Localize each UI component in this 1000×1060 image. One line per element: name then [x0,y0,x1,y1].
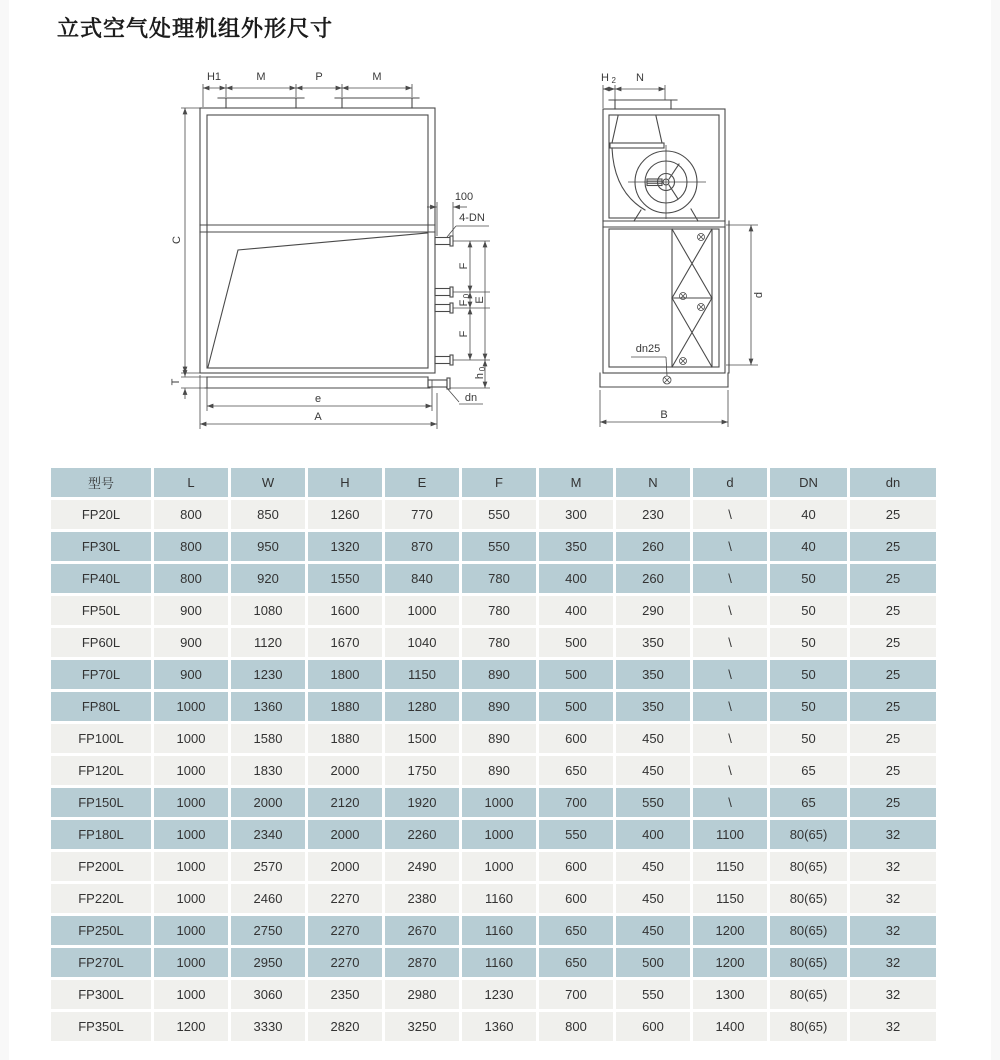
table-cell: \ [693,756,767,785]
table-cell: 1580 [231,724,305,753]
table-cell: 2260 [385,820,459,849]
table-cell: 1300 [693,980,767,1009]
side-bottom-dimensions [600,390,728,427]
table-cell: 2820 [308,1012,382,1041]
table-cell: FP200L [51,852,151,881]
table-row [51,820,936,849]
table-cell: 500 [539,628,613,657]
table-cell: \ [693,532,767,561]
table-cell: 1360 [462,1012,536,1041]
dim-label-a: A [314,411,322,423]
table-row [51,852,936,881]
table-cell: FP250L [51,916,151,945]
table-cell: 80(65) [770,884,847,913]
table-cell: 950 [231,532,305,561]
column-header: dn [850,468,936,497]
table-cell: 1600 [308,596,382,625]
table-cell: 1000 [154,724,228,753]
table-cell: 1360 [231,692,305,721]
table-cell: 890 [462,756,536,785]
dim-label-h0-sub: 0 [478,366,487,372]
dim-label-n: N [636,72,644,84]
front-cabinet-outline [200,98,435,388]
table-cell: 2350 [308,980,382,1009]
table-cell: 890 [462,660,536,689]
table-cell: 780 [462,628,536,657]
coil-connection-symbols [680,234,705,365]
table-cell: 1260 [308,500,382,529]
table-cell: 1000 [154,884,228,913]
table-cell: 32 [850,916,936,945]
table-cell: 1000 [462,788,536,817]
dim-label-f-lower: F [458,330,470,338]
table-cell: FP60L [51,628,151,657]
table-cell: 890 [462,692,536,721]
table-cell: 1800 [308,660,382,689]
table-cell: 80(65) [770,852,847,881]
table-row [51,692,936,721]
table-cell: 550 [462,532,536,561]
table-cell: 1550 [308,564,382,593]
table-cell: 1000 [154,756,228,785]
table-cell: 900 [154,628,228,657]
table-cell: 850 [231,500,305,529]
dim-label-f0: F [458,299,470,307]
table-cell: 350 [616,628,690,657]
table-cell: 400 [539,564,613,593]
table-cell: FP150L [51,788,151,817]
table-cell: 32 [850,1012,936,1041]
dim-label-m-right: M [372,71,382,83]
table-row [51,660,936,689]
table-cell: 1750 [385,756,459,785]
table-cell: FP50L [51,596,151,625]
table-cell: 350 [539,532,613,561]
table-cell: 1000 [154,916,228,945]
dim-label-h0: h [474,372,486,380]
front-right-dimensions [446,241,490,404]
page-left-margin [0,0,9,1060]
table-cell: FP70L [51,660,151,689]
table-cell: 840 [385,564,459,593]
table-cell: 600 [539,852,613,881]
front-pipe-stubs [428,236,453,389]
front-bottom-dimensions [200,375,437,429]
side-view-diagram [565,60,825,440]
table-cell: 80(65) [770,980,847,1009]
table-cell: 870 [385,532,459,561]
table-cell: FP300L [51,980,151,1009]
table-cell: 25 [850,628,936,657]
table-cell: 1000 [154,788,228,817]
table-cell: 32 [850,948,936,977]
table-cell: \ [693,564,767,593]
table-cell: 2340 [231,820,305,849]
table-cell: 1120 [231,628,305,657]
table-row [51,564,936,593]
table-cell: 65 [770,756,847,785]
table-cell: 900 [154,596,228,625]
table-row [51,596,936,625]
table-row [51,500,936,529]
table-cell: \ [693,788,767,817]
table-cell: 3060 [231,980,305,1009]
table-cell: 400 [616,820,690,849]
table-cell: 50 [770,564,847,593]
table-cell: 260 [616,564,690,593]
table-cell: \ [693,724,767,753]
spec-table [48,465,939,1044]
table-cell: 1160 [462,948,536,977]
table-cell: 80(65) [770,1012,847,1041]
table-cell: 2750 [231,916,305,945]
table-cell: 230 [616,500,690,529]
table-row [51,756,936,785]
table-cell: 2490 [385,852,459,881]
label-dn25: dn25 [635,343,661,355]
table-cell: 2000 [308,852,382,881]
table-cell: 700 [539,980,613,1009]
table-cell: FP100L [51,724,151,753]
table-cell: 1150 [693,884,767,913]
column-header: DN [770,468,847,497]
table-cell: 50 [770,692,847,721]
table-cell: 450 [616,916,690,945]
table-cell: 2380 [385,884,459,913]
front-topright-dimensions [427,191,489,237]
table-cell: 2670 [385,916,459,945]
side-right-dimensions [726,225,765,365]
table-cell: 1880 [308,724,382,753]
table-cell: 1000 [154,820,228,849]
table-cell: 800 [539,1012,613,1041]
label-4dn: 4-DN [459,212,485,224]
table-cell: 550 [616,788,690,817]
table-cell: 80(65) [770,948,847,977]
table-cell: \ [693,660,767,689]
table-cell: 50 [770,724,847,753]
table-cell: 1150 [693,852,767,881]
front-view-diagram [150,60,500,440]
table-cell: FP220L [51,884,151,913]
table-cell: 1150 [385,660,459,689]
table-cell: 550 [539,820,613,849]
dim-label-d: d [753,291,765,299]
table-cell: 25 [850,596,936,625]
table-cell: 770 [385,500,459,529]
table-cell: 2570 [231,852,305,881]
table-cell: 32 [850,980,936,1009]
table-cell: 900 [154,660,228,689]
table-cell: 1000 [154,948,228,977]
table-cell: 50 [770,628,847,657]
table-cell: 50 [770,660,847,689]
table-cell: \ [693,596,767,625]
dim-label-p: P [315,71,323,83]
table-cell: 25 [850,692,936,721]
table-row [51,628,936,657]
table-cell: 2270 [308,948,382,977]
table-cell: 500 [539,692,613,721]
table-cell: 1000 [385,596,459,625]
table-row [51,1012,936,1041]
column-header: L [154,468,228,497]
table-cell: 920 [231,564,305,593]
table-cell: 650 [539,948,613,977]
table-cell: 2980 [385,980,459,1009]
table-cell: 2460 [231,884,305,913]
table-cell: 80(65) [770,820,847,849]
table-cell: 1670 [308,628,382,657]
side-coil-section [663,229,712,384]
table-cell: 350 [616,692,690,721]
front-top-dimensions [203,71,412,107]
table-row [51,724,936,753]
dim-label-b: B [660,409,668,421]
table-cell: FP180L [51,820,151,849]
table-cell: \ [693,628,767,657]
table-cell: 1000 [154,692,228,721]
table-cell: 1200 [693,916,767,945]
table-cell: 1160 [462,884,536,913]
table-cell: FP350L [51,1012,151,1041]
table-cell: 2000 [308,820,382,849]
table-cell: 890 [462,724,536,753]
table-cell: \ [693,500,767,529]
table-cell: FP80L [51,692,151,721]
table-cell: 1100 [693,820,767,849]
table-cell: 32 [850,884,936,913]
table-cell: 500 [616,948,690,977]
side-dn25-leader [631,343,667,376]
table-cell: 80(65) [770,916,847,945]
table-cell: 600 [539,884,613,913]
table-cell: 40 [770,532,847,561]
table-cell: 2000 [308,756,382,785]
table-cell: 25 [850,660,936,689]
table-cell: 25 [850,500,936,529]
table-cell: 1230 [231,660,305,689]
table-cell: FP40L [51,564,151,593]
table-row [51,948,936,977]
table-row [51,916,936,945]
table-cell: 3250 [385,1012,459,1041]
table-cell: \ [693,692,767,721]
table-cell: 1320 [308,532,382,561]
table-cell: 1400 [693,1012,767,1041]
table-cell: 800 [154,500,228,529]
column-header: 型号 [51,468,151,497]
table-cell: 260 [616,532,690,561]
dim-label-h2: H [601,72,609,84]
table-cell: 1200 [154,1012,228,1041]
table-cell: 3330 [231,1012,305,1041]
column-header: M [539,468,613,497]
label-dn: dn [464,392,478,404]
table-cell: 1000 [154,980,228,1009]
table-cell: 1200 [693,948,767,977]
table-cell: 800 [154,532,228,561]
page-right-margin [991,0,1000,1060]
table-cell: 780 [462,596,536,625]
table-cell: 600 [616,1012,690,1041]
table-cell: 450 [616,852,690,881]
column-header: N [616,468,690,497]
column-header: d [693,468,767,497]
table-cell: 1920 [385,788,459,817]
dim-label-100: 100 [454,191,474,203]
table-cell: 65 [770,788,847,817]
table-row [51,884,936,913]
table-cell: 800 [154,564,228,593]
table-cell: FP20L [51,500,151,529]
dim-label-h1: H1 [206,71,222,83]
table-cell: 550 [462,500,536,529]
table-cell: 300 [539,500,613,529]
dim-label-m-left: M [256,71,266,83]
table-cell: 350 [616,660,690,689]
table-cell: 650 [539,756,613,785]
table-row [51,532,936,561]
table-cell: 2120 [308,788,382,817]
table-cell: 1500 [385,724,459,753]
side-fan [610,116,706,221]
table-cell: 25 [850,564,936,593]
table-cell: 1000 [154,852,228,881]
table-cell: 1830 [231,756,305,785]
table-cell: 1000 [462,820,536,849]
side-top-dimensions [601,72,665,108]
table-cell: 2870 [385,948,459,977]
dim-label-h2-sub: 2 [611,76,616,85]
front-left-dimensions [170,108,207,399]
column-header: W [231,468,305,497]
table-cell: 25 [850,788,936,817]
table-cell: 1880 [308,692,382,721]
table-cell: 290 [616,596,690,625]
column-header: F [462,468,536,497]
dim-label-f0-sub: 0 [462,293,471,299]
table-cell: 40 [770,500,847,529]
table-row [51,980,936,1009]
table-cell: 450 [616,724,690,753]
dim-label-t: T [170,378,182,386]
table-cell: 25 [850,724,936,753]
table-cell: 1160 [462,916,536,945]
table-cell: 25 [850,532,936,561]
table-cell: 2950 [231,948,305,977]
table-cell: 32 [850,820,936,849]
table-cell: 600 [539,724,613,753]
table-cell: 1080 [231,596,305,625]
table-cell: 550 [616,980,690,1009]
page-title: 立式空气处理机组外形尺寸 [57,16,334,41]
dim-label-e-right: E [474,296,486,304]
table-cell: FP30L [51,532,151,561]
table-cell: 650 [539,916,613,945]
table-row [51,788,936,817]
table-cell: 2270 [308,916,382,945]
dim-label-e-bottom: e [314,393,322,405]
table-cell: 2000 [231,788,305,817]
column-header: H [308,468,382,497]
spec-table-body [51,500,936,1041]
table-cell: 500 [539,660,613,689]
column-header: E [385,468,459,497]
table-cell: FP120L [51,756,151,785]
dim-label-f-upper: F [458,262,470,270]
table-cell: 25 [850,756,936,785]
dim-label-c: C [171,236,183,244]
table-cell: 50 [770,596,847,625]
table-cell: 450 [616,756,690,785]
table-cell: 780 [462,564,536,593]
table-cell: 1000 [462,852,536,881]
table-cell: 32 [850,852,936,881]
table-cell: 450 [616,884,690,913]
table-cell: 2270 [308,884,382,913]
table-cell: 400 [539,596,613,625]
table-cell: 1230 [462,980,536,1009]
table-cell: 1040 [385,628,459,657]
table-cell: 1280 [385,692,459,721]
table-cell: FP270L [51,948,151,977]
table-cell: 700 [539,788,613,817]
spec-table-header-row [51,468,936,497]
